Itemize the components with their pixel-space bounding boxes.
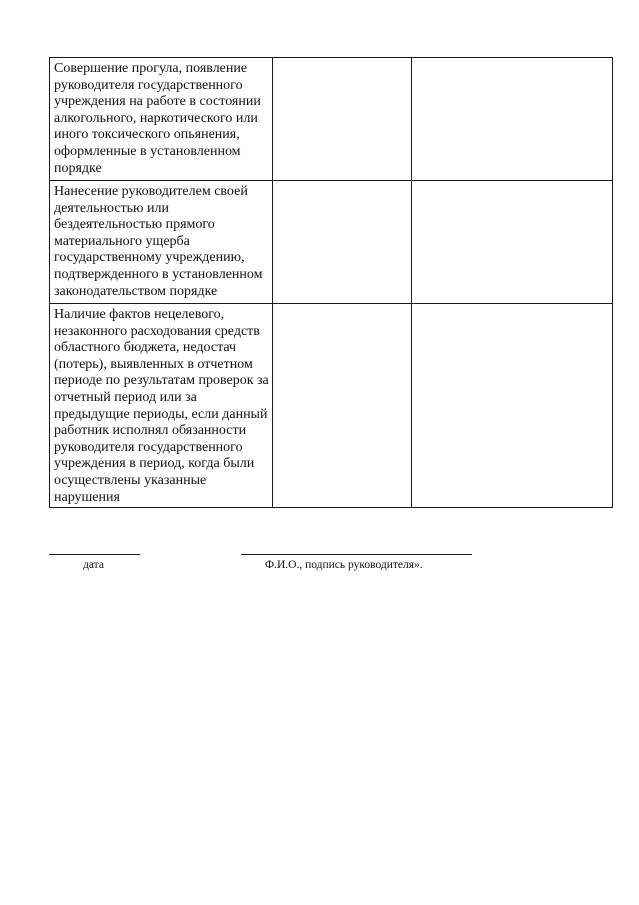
table-row — [50, 304, 613, 508]
criterion-cell — [50, 304, 273, 508]
value-cell — [273, 181, 412, 304]
value-cell — [412, 181, 613, 304]
criterion-cell — [50, 181, 273, 304]
name-signature-caption: Ф.И.О., подпись руководителя». — [265, 559, 423, 571]
value-cell — [412, 304, 613, 508]
criterion-cell — [50, 58, 273, 181]
date-signature-line — [49, 554, 140, 555]
table-row — [50, 58, 613, 181]
value-cell — [273, 58, 412, 181]
table-row — [50, 181, 613, 304]
date-caption: дата — [83, 559, 104, 571]
name-signature-line — [241, 554, 472, 555]
criterion-text: Нанесение руководителем своей деятельностью или бездеятельностью прямого материального ущерба государственному учреждению, подтвержденного в установленном законодательством порядке — [54, 184, 263, 299]
criterion-text: Наличие фактов нецелевого, незаконного расходования средств областного бюджета, недостач (потерь), выявленных в отчетном периоде по результатам проверок за отчетный период или за предыдущие периоды, если данный работник исполнял обязанности руководителя государственного учреждения в период, когда были осуществлены указанные нарушения — [54, 307, 269, 505]
value-cell — [412, 58, 613, 181]
criterion-text: Совершение прогула, появление руководителя государственного учреждения на работе в состоянии алкогольного, наркотического или иного токсического опьянения, оформленные в установленном порядке — [54, 61, 261, 176]
criteria-table — [49, 57, 613, 508]
value-cell — [273, 304, 412, 508]
